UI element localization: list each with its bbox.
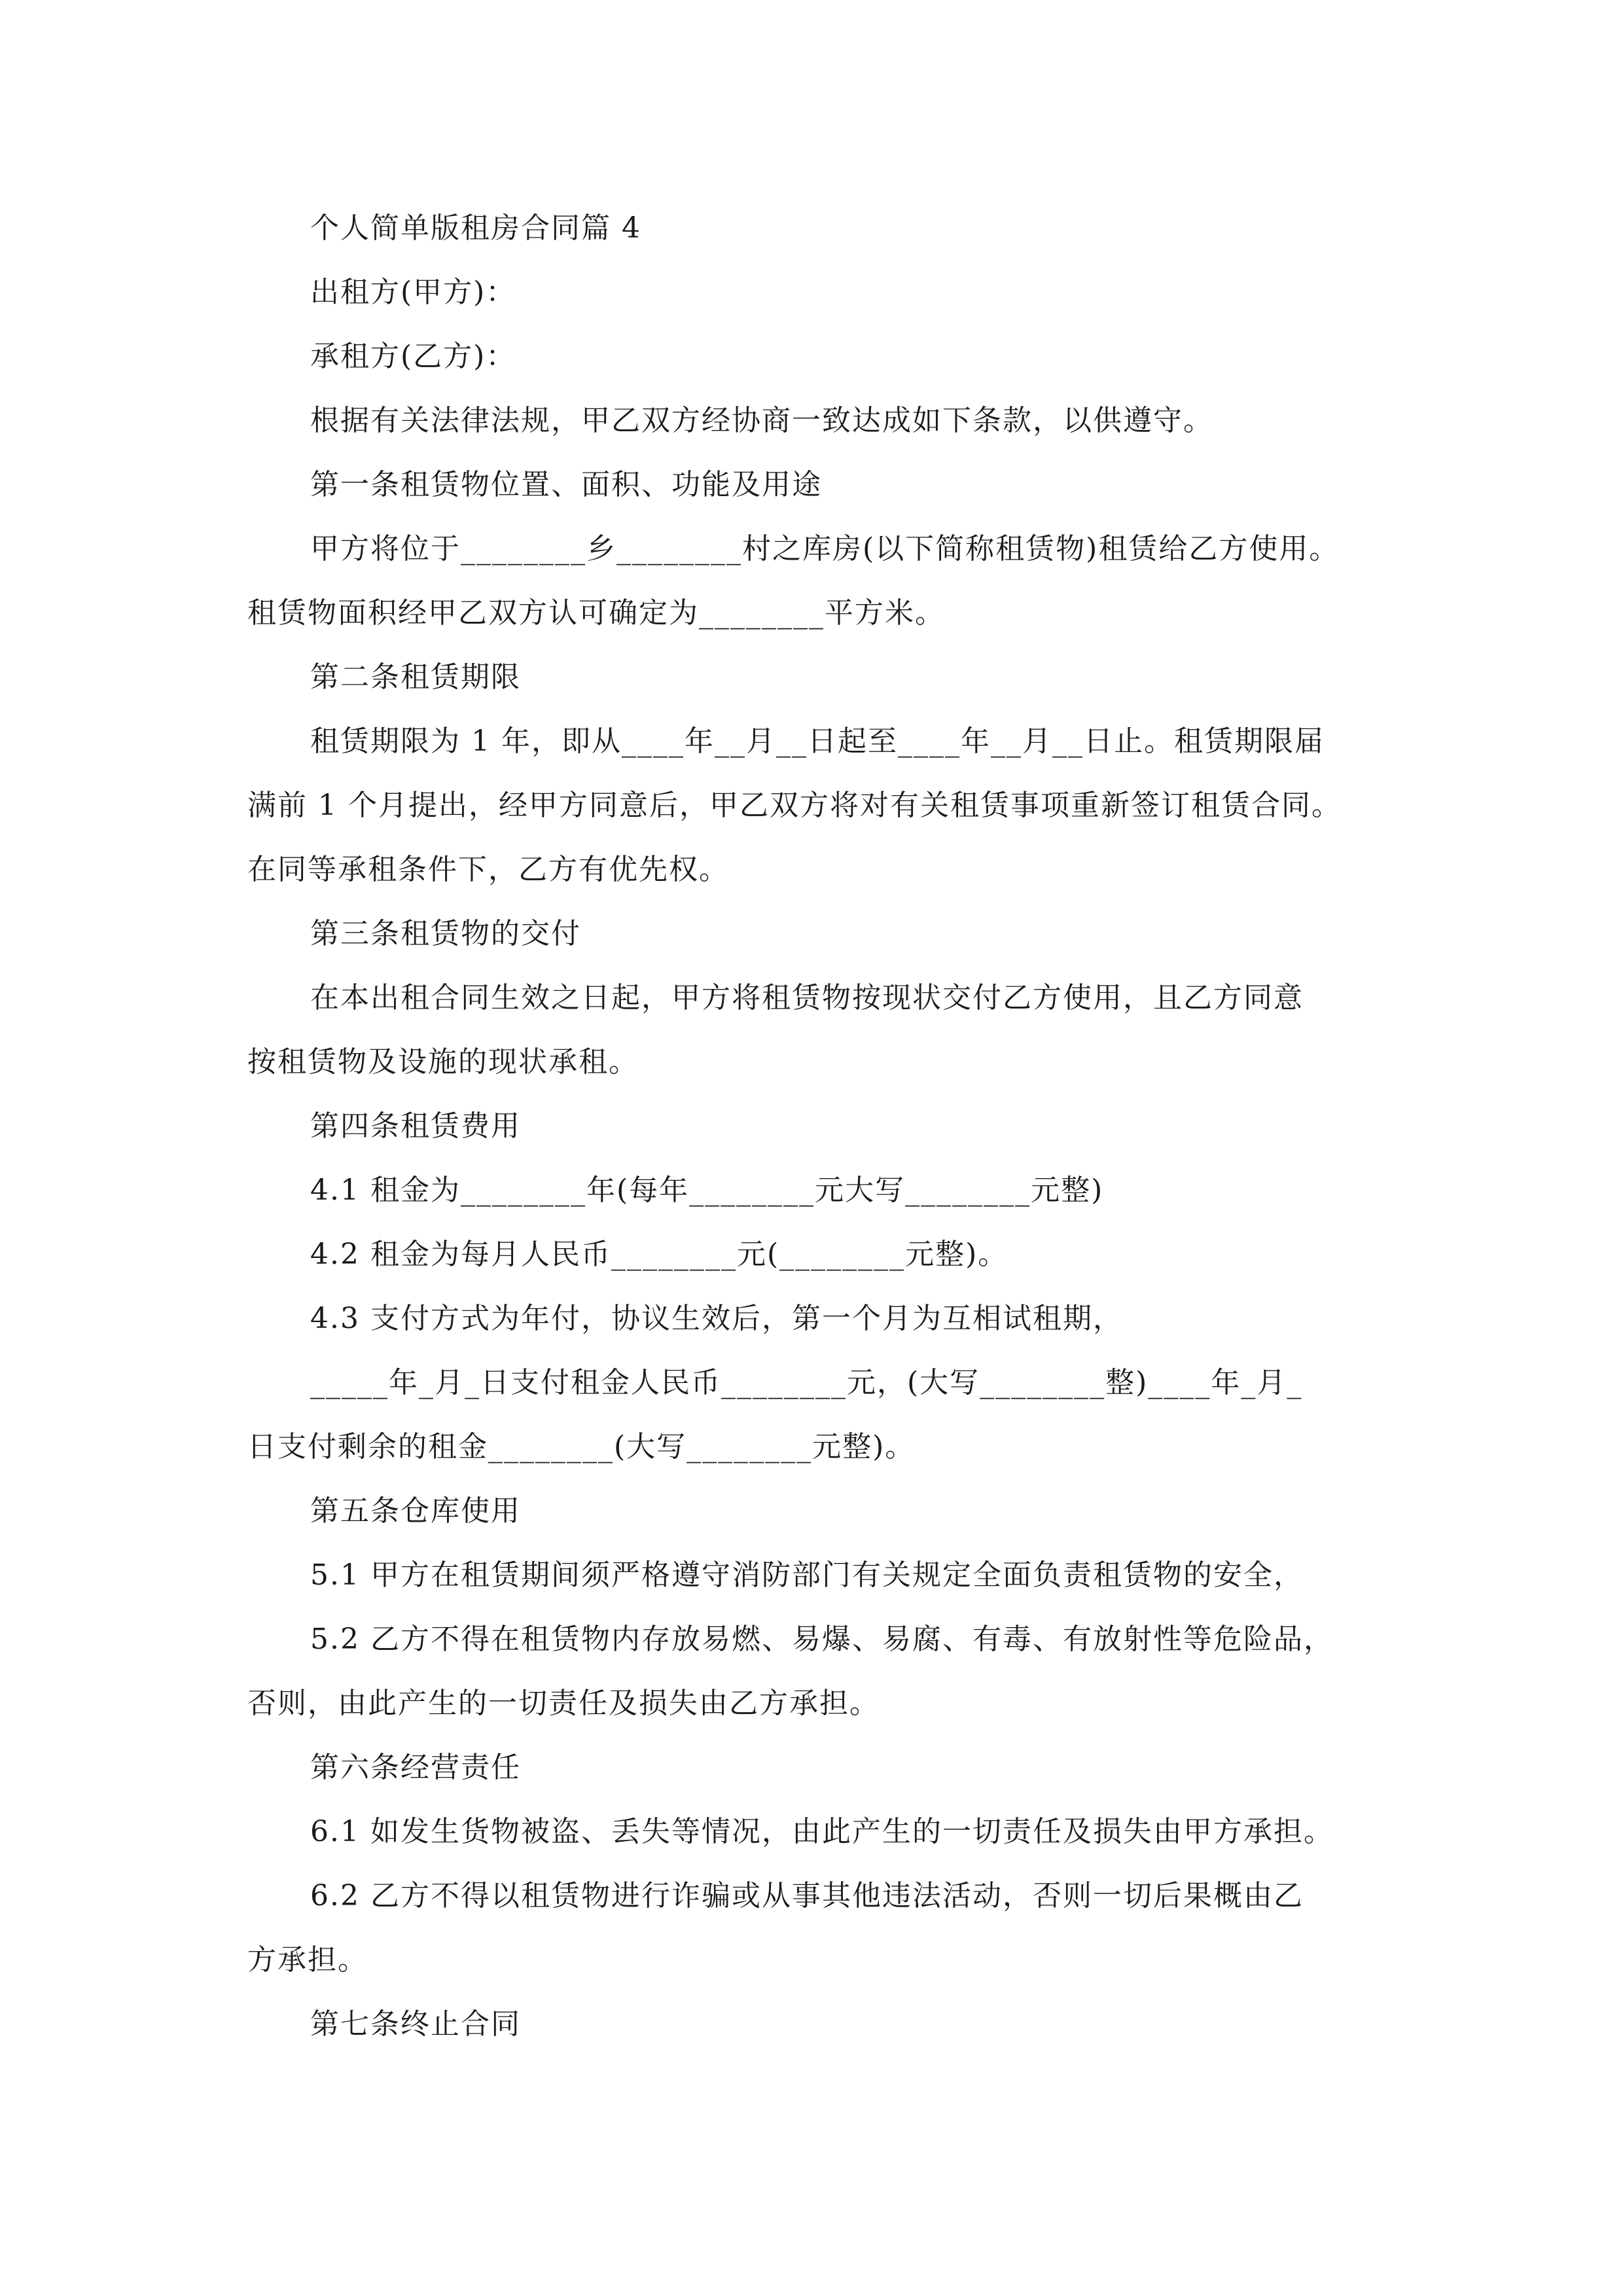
article-3-text-continued: 按租赁物及设施的现状承租。 bbox=[247, 1045, 639, 1079]
clause-4-3-continued: _____年_月_日支付租金人民币________元，(大写________整)____年_月_ bbox=[310, 1366, 1303, 1399]
clause-4-3-continued: 日支付剩余的租金________(大写________元整)。 bbox=[247, 1430, 916, 1463]
clause-4-1: 4.1 租金为________年(每年________元大写________元整) bbox=[310, 1174, 1104, 1207]
clause-6-1: 6.1 如发生货物被盗、丢失等情况，由此产生的一切责任及损失由甲方承担。 bbox=[310, 1815, 1334, 1848]
preamble-paragraph: 根据有关法律法规，甲乙双方经协商一致达成如下条款，以供遵守。 bbox=[310, 404, 1213, 437]
document-title: 个人简单版租房合同篇 4 bbox=[310, 211, 641, 245]
article-2-heading: 第二条租赁期限 bbox=[310, 660, 521, 694]
clause-5-1: 5.1 甲方在租赁期间须严格遵守消防部门有关规定全面负责租赁物的安全， bbox=[310, 1558, 1304, 1592]
article-1-text: 甲方将位于________乡________村之库房(以下简称租赁物)租赁给乙方使用。 bbox=[310, 532, 1340, 565]
article-2-text-continued: 满前 1 个月提出，经甲方同意后，甲乙双方将对有关租赁事项重新签订租赁合同。 bbox=[247, 789, 1342, 822]
lessor-field: 出租方(甲方)： bbox=[310, 276, 516, 309]
clause-6-2-continued: 方承担。 bbox=[247, 1943, 368, 1977]
article-1-text-continued: 租赁物面积经甲乙双方认可确定为________平方米。 bbox=[247, 596, 945, 630]
article-2-text-continued: 在同等承租条件下，乙方有优先权。 bbox=[247, 853, 729, 886]
lessee-field: 承租方(乙方)： bbox=[310, 340, 516, 373]
article-7-heading: 第七条终止合同 bbox=[310, 2007, 521, 2041]
clause-4-3: 4.3 支付方式为年付，协议生效后，第一个月为互相试租期， bbox=[310, 1302, 1123, 1335]
clause-6-2: 6.2 乙方不得以租赁物进行诈骗或从事其他违法活动，否则一切后果概由乙 bbox=[310, 1879, 1304, 1912]
article-4-heading: 第四条租赁费用 bbox=[310, 1109, 521, 1143]
document-body bbox=[247, 196, 1376, 2056]
article-3-heading: 第三条租赁物的交付 bbox=[310, 917, 581, 950]
article-5-heading: 第五条仓库使用 bbox=[310, 1494, 521, 1528]
article-3-text: 在本出租合同生效之日起，甲方将租赁物按现状交付乙方使用，且乙方同意 bbox=[310, 981, 1304, 1014]
clause-5-2: 5.2 乙方不得在租赁物内存放易燃、易爆、易腐、有毒、有放射性等危险品， bbox=[310, 1623, 1334, 1656]
article-2-text: 租赁期限为 1 年，即从____年__月__日起至____年__月__日止。租赁期限届 bbox=[310, 725, 1325, 758]
article-1-heading: 第一条租赁物位置、面积、功能及用途 bbox=[310, 468, 822, 501]
clause-4-2: 4.2 租金为每月人民币________元(________元整)。 bbox=[310, 1238, 1008, 1271]
clause-5-2-continued: 否则，由此产生的一切责任及损失由乙方承担。 bbox=[247, 1687, 880, 1720]
article-6-heading: 第六条经营责任 bbox=[310, 1751, 521, 1784]
